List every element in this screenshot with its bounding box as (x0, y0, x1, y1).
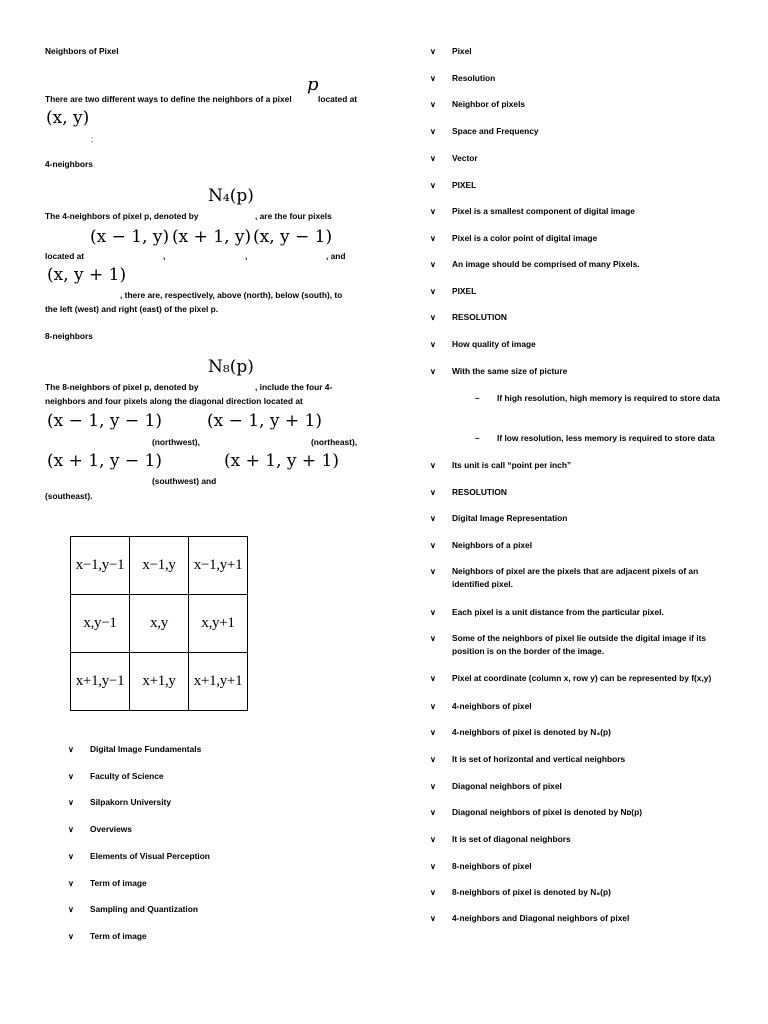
chevron-down-icon: ∨ (430, 514, 436, 523)
chevron-down-icon: ∨ (430, 755, 436, 764)
math-n4: N₄(p) (208, 186, 254, 206)
list-item-text: Neighbors of a pixel (452, 540, 533, 550)
list-item-text: RESOLUTION (452, 487, 507, 497)
chevron-down-icon: ∨ (430, 287, 436, 296)
list-item-text: Neighbors of pixel are the pixels that are adjacent pixels of an identified pixel. (452, 566, 699, 589)
comma: , (245, 251, 248, 261)
chevron-down-icon: ∨ (430, 154, 436, 163)
list-item-text: Resolution (452, 73, 496, 83)
list-item-text: Diagonal neighbors of pixel is denoted by Nᴅ(p) (452, 807, 643, 817)
chevron-down-icon: ∨ (430, 181, 436, 190)
chevron-down-icon: ∨ (430, 608, 436, 617)
list-item-text: PIXEL (452, 286, 477, 296)
four-neighbors-text-cont: , are the four pixels (255, 211, 332, 221)
chevron-down-icon: ∨ (430, 74, 436, 83)
chevron-down-icon: ∨ (430, 634, 436, 643)
four-neighbors-text: The 4-neighbors of pixel p, denoted by (45, 211, 199, 221)
math-8-3: (x + 1, y − 1) (47, 451, 162, 471)
chevron-down-icon: ∨ (430, 488, 436, 497)
math-8-2: (x − 1, y + 1) (207, 411, 322, 431)
chevron-down-icon: ∨ (430, 260, 436, 269)
math-8-1: (x − 1, y − 1) (47, 411, 162, 431)
list-item-text: Its unit is call “point per inch” (452, 460, 572, 470)
located-at: located at (45, 251, 85, 261)
dash-icon: – (475, 433, 480, 443)
chevron-down-icon: ∨ (68, 771, 74, 781)
list-item-text: If low resolution, less memory is required to store data (497, 433, 715, 443)
chevron-down-icon: ∨ (68, 825, 74, 835)
list-item-text: Vector (452, 153, 478, 163)
list-item-text: Digital Image Representation (452, 513, 568, 523)
chevron-down-icon: ∨ (430, 100, 436, 109)
intro-located-at: located at (318, 94, 358, 104)
list-item-text: Pixel at coordinate (column x, row y) can be represented by f(x,y) (452, 673, 712, 683)
chevron-down-icon: ∨ (430, 914, 436, 923)
northwest-label: (northwest), (152, 437, 200, 447)
dash-icon: – (475, 393, 480, 403)
chevron-down-icon: ∨ (68, 798, 74, 808)
math-p: p (307, 74, 319, 95)
list-item-text: Silpakorn University (90, 797, 171, 808)
chevron-down-icon: ∨ (430, 127, 436, 136)
chevron-down-icon: ∨ (430, 808, 436, 817)
chevron-down-icon: ∨ (430, 862, 436, 871)
list-item-text: An image should be comprised of many Pixels. (452, 259, 640, 269)
chevron-down-icon: ∨ (430, 313, 436, 322)
directions-text-2: the left (west) and right (east) of the pixel p. (45, 304, 219, 314)
section-title: Neighbors of Pixel (45, 46, 119, 56)
neighbors-grid (70, 536, 248, 711)
math-4-2: (x + 1, y) (172, 227, 252, 247)
grid-cell: x+1,y−1 (71, 653, 130, 711)
list-item-text: How quality of image (452, 339, 536, 349)
list-item-text: Each pixel is a unit distance from the particular pixel. (452, 607, 664, 617)
chevron-down-icon: ∨ (430, 782, 436, 791)
list-item-text: Overviews (90, 824, 132, 835)
chevron-down-icon: ∨ (68, 905, 74, 915)
southwest-label: (southwest) and (152, 476, 217, 486)
chevron-down-icon: ∨ (430, 702, 436, 711)
comma-and: , and (326, 251, 346, 261)
chevron-down-icon: ∨ (430, 461, 436, 470)
chevron-down-icon: ∨ (68, 878, 74, 888)
list-item-text: 8-neighbors of pixel (452, 861, 532, 871)
math-xy: (x, y) (46, 108, 90, 128)
list-item-text: Neighbor of pixels (452, 99, 526, 109)
list-item-text: Pixel (452, 46, 472, 56)
chevron-down-icon: ∨ (430, 541, 436, 550)
chevron-down-icon: ∨ (430, 728, 436, 737)
list-item-text: With the same size of picture (452, 366, 568, 376)
list-item-text: PIXEL (452, 180, 477, 190)
grid-cell: x,y+1 (189, 595, 248, 653)
list-item-text: If high resolution, high memory is required to store data (497, 393, 720, 403)
list-item-text: It is set of diagonal neighbors (452, 834, 571, 844)
chevron-down-icon: ∨ (430, 888, 436, 897)
math-4-3: (x, y − 1) (253, 227, 333, 247)
grid-row (71, 653, 248, 711)
four-neighbors-heading: 4-neighbors (45, 159, 93, 169)
intro-text: There are two different ways to define the neighbors of a pixel (45, 94, 292, 104)
grid-row (71, 537, 248, 595)
chevron-down-icon: ∨ (430, 567, 436, 576)
chevron-down-icon: ∨ (68, 745, 74, 754)
list-item-text: Pixel is a color point of digital image (452, 233, 598, 243)
math-n8: N₈(p) (208, 357, 254, 377)
eight-neighbors-text-2: neighbors and four pixels along the diagonal direction located at (45, 396, 303, 406)
chevron-down-icon: ∨ (430, 234, 436, 243)
list-item-text: Space and Frequency (452, 126, 539, 136)
list-item-text: Term of image (90, 877, 147, 888)
grid-cell: x,y−1 (71, 595, 130, 653)
chevron-down-icon: ∨ (430, 367, 436, 376)
list-item-text: 4-neighbors and Diagonal neighbors of pixel (452, 913, 630, 923)
list-item-text: Pixel is a smallest component of digital image (452, 206, 635, 216)
math-8-4: (x + 1, y + 1) (224, 451, 339, 471)
directions-text: , there are, respectively, above (north), below (south), to (120, 290, 343, 300)
grid-cell: x,y (130, 595, 189, 653)
list-item-text: Elements of Visual Perception (90, 850, 210, 861)
list-item-text: 4-neighbors of pixel is denoted by N₄(p) (452, 727, 611, 737)
list-item-text: Digital Image Fundamentals (90, 744, 202, 754)
math-4-1: (x − 1, y) (90, 227, 170, 247)
list-item-text: Diagonal neighbors of pixel (452, 781, 562, 791)
chevron-down-icon: ∨ (430, 47, 436, 56)
grid-cell: x−1,y+1 (189, 537, 248, 595)
list-item-text: Faculty of Science (90, 770, 164, 781)
eight-neighbors-text: The 8-neighbors of pixel p, denoted by (45, 382, 199, 392)
grid-cell: x−1,y (130, 537, 189, 595)
math-4-4: (x, y + 1) (47, 265, 127, 285)
chevron-down-icon: ∨ (430, 207, 436, 216)
list-item-text: 4-neighbors of pixel (452, 701, 532, 711)
list-item-text: Term of image (90, 930, 147, 941)
chevron-down-icon: ∨ (68, 931, 74, 941)
southeast-label: (southeast). (45, 491, 93, 501)
chevron-down-icon: ∨ (430, 674, 436, 683)
comma: , (163, 251, 166, 261)
eight-neighbors-heading: 8-neighbors (45, 331, 93, 341)
list-item-text: Some of the neighbors of pixel lie outside the digital image if its position is on the border of the image. (452, 633, 707, 656)
grid-cell: x+1,y+1 (189, 653, 248, 711)
colon: : (91, 134, 94, 144)
grid-row (71, 595, 248, 653)
list-item-text: 8-neighbors of pixel is denoted by N₈(p) (452, 887, 611, 897)
chevron-down-icon: ∨ (68, 851, 74, 861)
grid-cell: x+1,y (130, 653, 189, 711)
grid-cell: x−1,y−1 (71, 537, 130, 595)
chevron-down-icon: ∨ (430, 340, 436, 349)
list-item-text: It is set of horizontal and vertical neighbors (452, 754, 626, 764)
eight-neighbors-text-cont: , include the four 4- (255, 382, 333, 392)
list-item-text: Sampling and Quantization (90, 904, 198, 915)
northeast-label: (northeast), (311, 437, 358, 447)
list-item-text: RESOLUTION (452, 312, 507, 322)
chevron-down-icon: ∨ (430, 835, 436, 844)
